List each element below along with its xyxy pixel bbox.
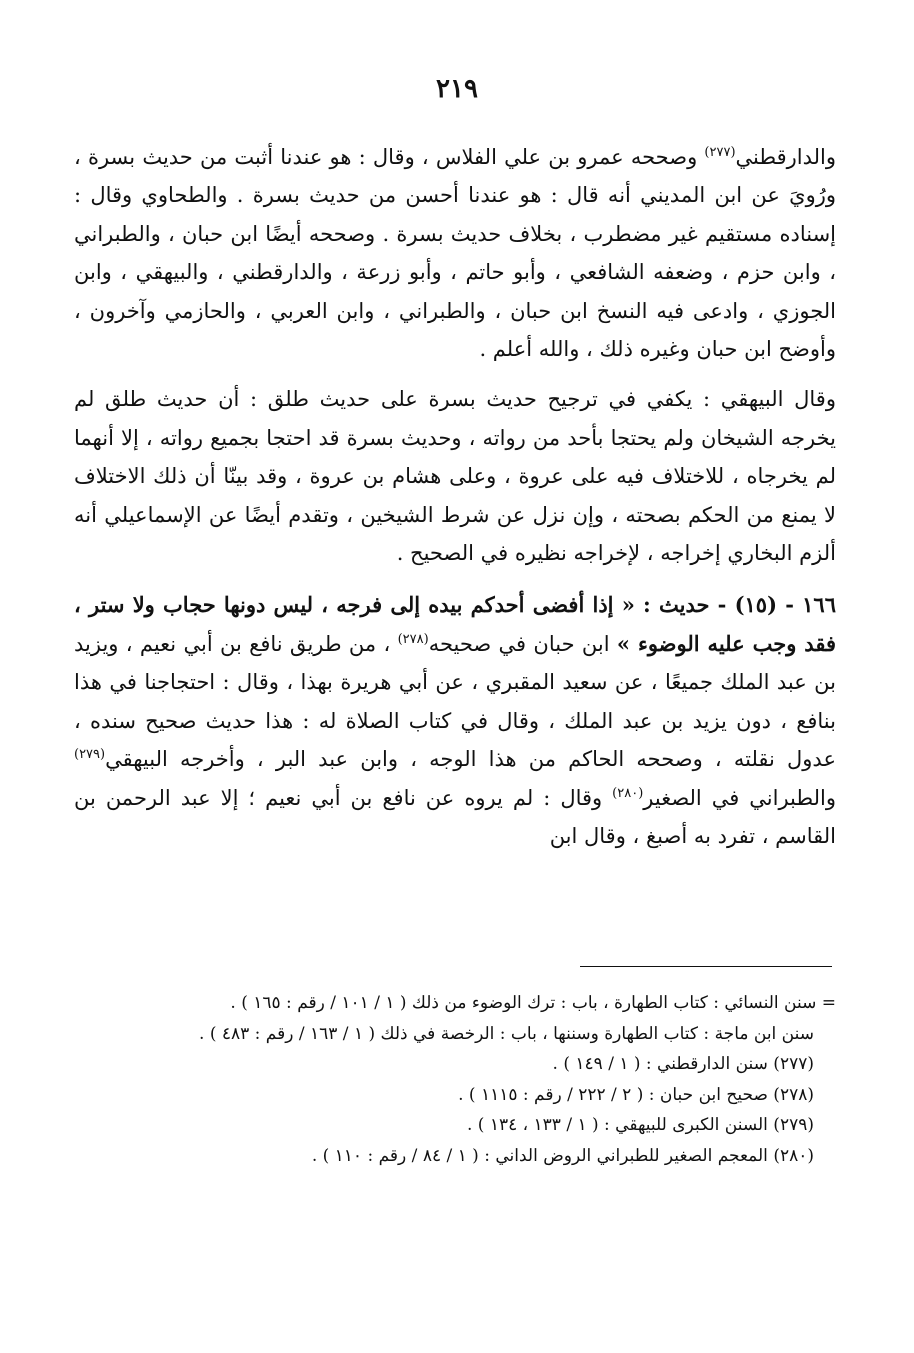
page-number: ٢١٩ (436, 74, 478, 104)
paragraph-1-text-b: وصححه عمرو بن علي الفلاس ، وقال : هو عندنا أثبت من حديث بسرة ، ورُويَ عن ابن المديني أنه قال : هو عندنا أحسن من حديث بسرة . والطحاوي وقال : إسناده مستقيم غير مضطرب ، بخلاف حديث بسرة . وصححه أيضًا ابن حبان ، والطبراني ، وابن حزم ، وضعفه الشافعي ، وأبو حاتم ، وأبو زرعة ، والدارقطني ، والبيهقي ، وابن الجوزي ، وادعى فيه النسخ ابن حبان ، والطبراني ، وابن العربي ، والحازمي وآخرون ، وأوضح ابن حبان وغيره ذلك ، والله أعلم . (74, 145, 836, 362)
footnote-ref-279: (٢٧٩) (74, 747, 106, 763)
main-text (74, 138, 836, 855)
footnote-279: (٢٧٩) السنن الكبرى للبيهقي : ( ١ / ١٣٣ ، ١٣٤ ) . (466, 1115, 814, 1135)
footnote-ref-280: (٢٨٠) (612, 785, 644, 801)
hadith-heading: ١٦٦ - (١٥) - حديث : « إذا أفضى أحدكم بيده إلى فرجه ، ليس دونها حجاب ولا ستر ، فقد وجب عليه الوضوء » (74, 592, 836, 656)
paragraph-1-text-a: والدارقطني (735, 145, 836, 169)
paragraph-3-text-a: ابن حبان في صحيحه (428, 631, 617, 656)
paragraph-3-text-d: وقال : لم يروه عن نافع بن أبي نعيم ؛ إلا عبد الرحمن بن القاسم ، تفرد به أصبغ ، وقال ابن (74, 785, 836, 848)
paragraph-3-text-c: والطبراني في الصغير (643, 785, 836, 810)
footnotes (84, 988, 836, 1171)
footnote-ref-277: (٢٧٧) (704, 145, 736, 160)
paragraph-1 (74, 138, 836, 368)
footnote-278: (٢٧٨) صحيح ابن حبان : ( ٢ / ٢٢٢ / رقم : ١١١٥ ) . (458, 1084, 814, 1105)
footnote-280: (٢٨٠) المعجم الصغير للطبراني الروض الداني : ( ١ / ٨٤ / رقم : ١١٠ ) . (311, 1145, 814, 1166)
paragraph-3 (74, 586, 836, 855)
footnote-ref-278: (٢٧٨) (397, 631, 429, 647)
footnote-continuation-1: = سنن النسائي : كتاب الطهارة ، باب : ترك الوضوء من ذلك ( ١ / ١٠١ / رقم : ١٦٥ ) . (230, 993, 836, 1013)
footnote-divider (580, 966, 832, 967)
paragraph-2: وقال البيهقي : يكفي في ترجيح حديث بسرة على حديث طلق : أن حديث طلق لم يخرجه الشيخان ولم يحتجا بأحد من رواته ، وحديث بسرة قد احتجا بجميع رواته ، إلا أنهما لم يخرجاه ، للاختلاف فيه على عروة ، وعلى هشام بن عروة ، وقد بينّا أن ذلك الاختلاف لا يمنع من الحكم بصحته ، وإن نزل عن شرط الشيخين ، وتقدم أيضًا عن الإسماعيلي أنه ألزم البخاري إخراجه ، لإخراجه نظيره في الصحيح . (74, 387, 836, 566)
paragraph-3-text-b: ، من طريق نافع بن أبي نعيم ، ويزيد بن عبد الملك جميعًا ، عن سعيد المقبري ، عن أبي هريرة بهذا ، وقال : احتجاجنا في هذا بنافع ، دون يزيد بن عبد الملك ، وقال في كتاب الصلاة له : هذا حديث صحيح سنده ، عدول نقلته ، وصححه الحاكم من هذا الوجه ، وابن عبد البر ، وأخرجه البيهقي (74, 631, 836, 772)
footnote-277: (٢٧٧) سنن الدارقطني : ( ١ / ١٤٩ ) . (552, 1054, 814, 1074)
footnote-continuation-2: سنن ابن ماجة : كتاب الطهارة وسننها ، باب : الرخصة في ذلك ( ١ / ١٦٣ / رقم : ٤٨٣ ) . (199, 1023, 814, 1044)
